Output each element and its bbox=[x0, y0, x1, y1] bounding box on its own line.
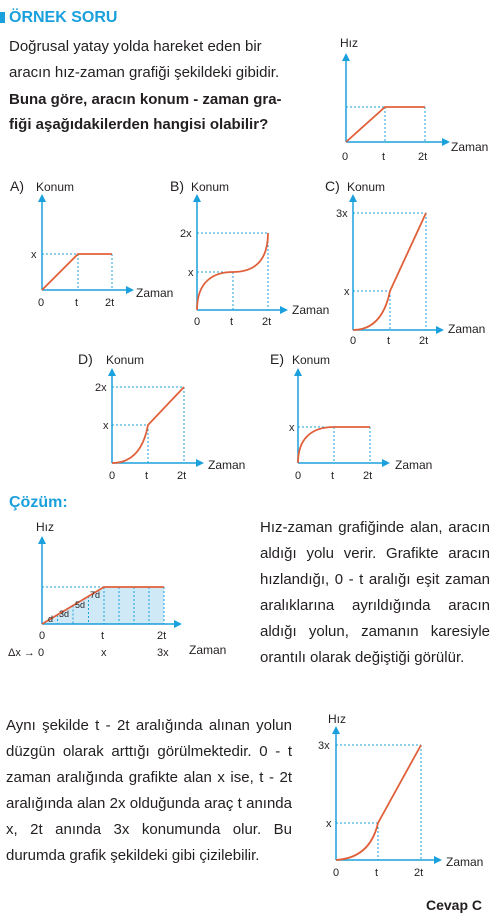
solution-position-graph bbox=[318, 712, 483, 879]
option-d-tick-2x: 2x bbox=[95, 382, 107, 394]
option-a-tick-0: 0 bbox=[38, 297, 45, 309]
s-tick-0: 0 bbox=[39, 630, 46, 642]
option-e-letter: E) bbox=[270, 351, 284, 367]
f-tick-0: 0 bbox=[333, 867, 340, 879]
solution-title: Çözüm: bbox=[9, 494, 68, 511]
option-a-letter: A) bbox=[10, 178, 24, 194]
question-line-1: Doğrusal yatay yolda hareket eden bir bbox=[9, 38, 262, 55]
solution-text-1: Hız-zaman grafiğinde alan, aracın aldığı yolu verir. Grafikte aracın hızlandığı, 0 - t aralığı eşit zaman aralıklarına ayrıldığında aracın aldığı yolun, zamanın karesiyle orantılı olarak değiştiği görülür. bbox=[260, 519, 490, 666]
option-a-tick-x: x bbox=[31, 249, 37, 261]
option-c-tick-2t: 2t bbox=[419, 335, 429, 347]
option-c-axis-position: Konum bbox=[347, 180, 386, 194]
option-b-axis-position: Konum bbox=[191, 180, 230, 194]
option-d-tick-t: t bbox=[145, 470, 149, 482]
question-line-3: Buna göre, aracın konum - zaman gra- bbox=[9, 91, 282, 108]
s-axis-time: Zaman bbox=[189, 643, 227, 657]
f-tick-x: x bbox=[326, 818, 332, 830]
option-e-tick-x: x bbox=[289, 422, 295, 434]
option-c-axis-time: Zaman bbox=[448, 322, 486, 336]
option-c-tick-t: t bbox=[387, 335, 391, 347]
s-delta-label: Δx → 0 bbox=[8, 647, 45, 659]
f-tick-2t: 2t bbox=[414, 867, 424, 879]
option-d-letter: D) bbox=[78, 351, 93, 367]
option-c-tick-3x: 3x bbox=[336, 208, 348, 220]
option-b-graph bbox=[170, 178, 329, 328]
option-d-tick-x: x bbox=[103, 420, 109, 432]
option-b-letter: B) bbox=[170, 178, 184, 194]
s-area-1: d bbox=[48, 614, 54, 624]
option-d-axis-position: Konum bbox=[106, 353, 145, 367]
option-d-graph bbox=[78, 351, 245, 482]
option-e-tick-t: t bbox=[331, 470, 335, 482]
option-c-tick-0: 0 bbox=[350, 335, 357, 347]
option-a-graph bbox=[10, 178, 173, 309]
q-tick-0: 0 bbox=[342, 151, 349, 163]
option-c-graph bbox=[325, 178, 485, 347]
option-b-axis-time: Zaman bbox=[292, 303, 330, 317]
option-d-axis-time: Zaman bbox=[208, 458, 246, 472]
option-a-axis-time: Zaman bbox=[136, 286, 174, 300]
option-b-tick-2t: 2t bbox=[262, 316, 272, 328]
s-area-2: 3d bbox=[59, 609, 70, 619]
s-tick-t: t bbox=[101, 630, 105, 642]
s-axis-speed: Hız bbox=[36, 520, 54, 534]
option-b-tick-x: x bbox=[188, 267, 194, 279]
option-b-tick-t: t bbox=[230, 316, 234, 328]
s-area-3: 5d bbox=[75, 600, 86, 610]
option-a-tick-t: t bbox=[75, 297, 79, 309]
option-c-letter: C) bbox=[325, 178, 340, 194]
s-row-3x: 3x bbox=[157, 647, 169, 659]
option-e-tick-2t: 2t bbox=[363, 470, 373, 482]
example-title: ÖRNEK SORU bbox=[9, 9, 118, 26]
s-area-4: 7d bbox=[90, 590, 101, 600]
option-c-tick-x: x bbox=[344, 286, 350, 298]
option-b-tick-0: 0 bbox=[194, 316, 201, 328]
f-axis-time: Zaman bbox=[446, 855, 484, 869]
q-tick-2t: 2t bbox=[418, 151, 428, 163]
f-tick-t: t bbox=[375, 867, 379, 879]
question-line-2: aracın hız-zaman grafiği şekildeki gibidir. bbox=[9, 64, 280, 81]
q-axis-time: Zaman bbox=[451, 140, 489, 154]
option-a-tick-2t: 2t bbox=[105, 297, 115, 309]
option-b-tick-2x: 2x bbox=[180, 228, 192, 240]
option-a-axis-position: Konum bbox=[36, 180, 75, 194]
f-tick-3x: 3x bbox=[318, 740, 330, 752]
option-e-axis-time: Zaman bbox=[395, 458, 433, 472]
q-axis-speed: Hız bbox=[340, 36, 358, 50]
s-row-x: x bbox=[101, 647, 107, 659]
solution-velocity-graph bbox=[8, 520, 226, 659]
option-d-tick-0: 0 bbox=[109, 470, 116, 482]
question-velocity-graph bbox=[340, 36, 488, 163]
option-e-tick-0: 0 bbox=[295, 470, 302, 482]
solution-text-2: Aynı şekilde t - 2t aralığında alınan yolun düzgün olarak arttığı görülmektedir. 0 - t zaman aralığında grafikte alan x ise, t - 2t aralığında alan 2x olduğunda araç t anında x, 2t anında 3x konumunda olur. Bu durumda grafik şekildeki gibi çizilebilir. bbox=[6, 717, 292, 864]
question-line-4: fiği aşağıdakilerden hangisi olabilir? bbox=[9, 116, 269, 133]
answer-label: Cevap C bbox=[426, 897, 483, 913]
f-axis-speed: Hız bbox=[328, 712, 346, 726]
s-tick-2t: 2t bbox=[157, 630, 167, 642]
option-e-axis-position: Konum bbox=[292, 353, 331, 367]
option-d-tick-2t: 2t bbox=[177, 470, 187, 482]
option-e-graph bbox=[270, 351, 432, 482]
q-tick-t: t bbox=[382, 151, 386, 163]
